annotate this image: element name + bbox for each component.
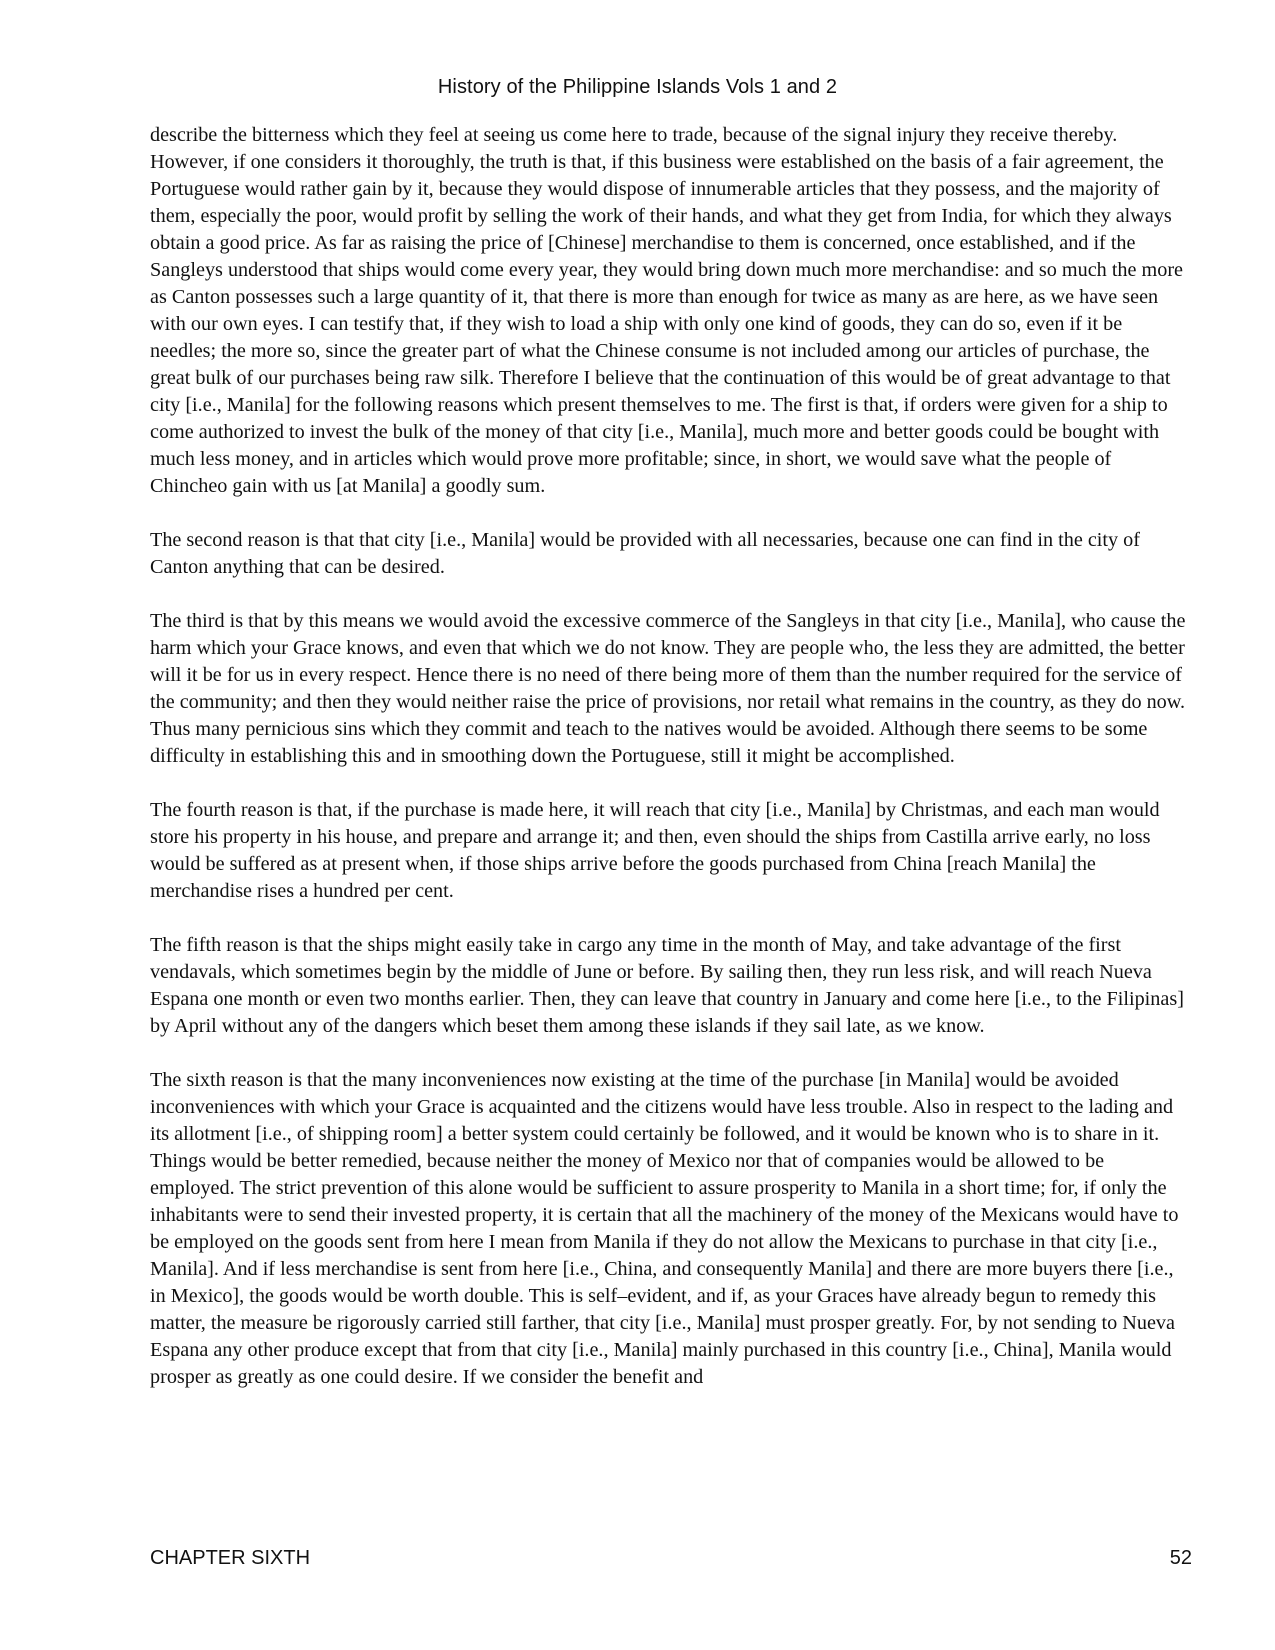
paragraph: The sixth reason is that the many inconveniences now existing at the time of the purchase [in Manila] would be avoided inconveniences with which your Grace is acquainted and the citizens would have less trouble. Also in respect to the lading and its allotment [i.e., of shipping room] a better system could certainly be followed, and it would be known who is to share in it. Things would be better remedied, because neither the money of Mexico nor that of companies would be allowed to be employed. The strict prevention of this alone would be sufficient to assure prosperity to Manila in a short time; for, if only the inhabitants were to send their invested property, it is certain that all the machinery of the money of the Mexicans would have to be employed on the goods sent from here I mean from Manila if they do not allow the Mexicans to purchase in that city [i.e., Manila]. And if less merchandise is sent from here [i.e., China, and consequently Manila] and there are more buyers there [i.e., in Mexico], the goods would be worth double. This is self–evident, and if, as your Graces have already begun to remedy this matter, the measure be rigorously carried still farther, that city [i.e., Manila] must prosper greatly. For, by not sending to Nueva Espana any other produce except that from that city [i.e., Manila] mainly purchased in this country [i.e., China], Manila would prosper as greatly as one could desire. If we consider the benefit and: [150, 1069, 1179, 1388]
paragraph: The third is that by this means we would avoid the excessive commerce of the Sangleys in that city [i.e., Manila], who cause the harm which your Grace knows, and even that which we do not know. They are people who, the less they are admitted, the better will it be for us in every respect. Hence there is no need of there being more of them than the number required for the service of the community; and then they would neither raise the price of provisions, nor retail what remains in the country, as they do now. Thus many pernicious sins which they commit and teach to the natives would be avoided. Although there seems to be some difficulty in establishing this and in smoothing down the Portuguese, still it might be accomplished.: [150, 610, 1186, 767]
paragraph: describe the bitterness which they feel at seeing us come here to trade, because of the signal injury they receive thereby. However, if one considers it thoroughly, the truth is that, if this business were established on the basis of a fair agreement, the Portuguese would rather gain by it, because they would dispose of innumerable articles that they possess, and the majority of them, especially the poor, would profit by selling the work of their hands, and what they get from India, for which they always obtain a good price. As far as raising the price of [Chinese] merchandise to them is concerned, once established, and if the Sangleys understood that ships would come every year, they would bring down much more merchandise: and so much the more as Canton possesses such a large quantity of it, that there is more than enough for twice as many as are here, as we have seen with our own eyes. I can testify that, if they wish to load a ship with only one kind of goods, they can do so, even if it be needles; the more so, since the greater part of what the Chinese consume is not included among our articles of purchase, the great bulk of our purchases being raw silk. Therefore I believe that the continuation of this would be of great advantage to that city [i.e., Manila] for the following reasons which present themselves to me. The first is that, if orders were given for a ship to come authorized to invest the bulk of the money of that city [i.e., Manila], much more and better goods could be bought with much less money, and in articles which would prove more profitable; since, in short, we would save what the people of Chincheo gain with us [at Manila] a goodly sum.: [150, 124, 1184, 497]
paragraph: The fourth reason is that, if the purchase is made here, it will reach that city [i.e., Manila] by Christmas, and each man would store his property in his house, and prepare and arrange it; and then, even should the ships from Castilla arrive early, no loss would be suffered as at present when, if those ships arrive before the goods purchased from China [reach Manila] the merchandise rises a hundred per cent.: [150, 799, 1160, 902]
paragraph: The second reason is that that city [i.e., Manila] would be provided with all necessaries, because one can find in the city of Canton anything that can be desired.: [150, 529, 1140, 578]
chapter-label: CHAPTER SIXTH: [150, 1547, 311, 1569]
body-text: [150, 122, 1190, 1391]
page-number: 52: [1169, 1547, 1192, 1569]
running-header: History of the Philippine Islands Vols 1 and 2: [437, 76, 838, 98]
paragraph: The fifth reason is that the ships might easily take in cargo any time in the month of May, and take advantage of the first vendavals, which sometimes begin by the middle of June or before. By sailing then, they run less risk, and will reach Nueva Espana one month or even two months earlier. Then, they can leave that country in January and come here [i.e., to the Filipinas] by April without any of the dangers which beset them among these islands if they sail late, as we know.: [150, 934, 1184, 1037]
